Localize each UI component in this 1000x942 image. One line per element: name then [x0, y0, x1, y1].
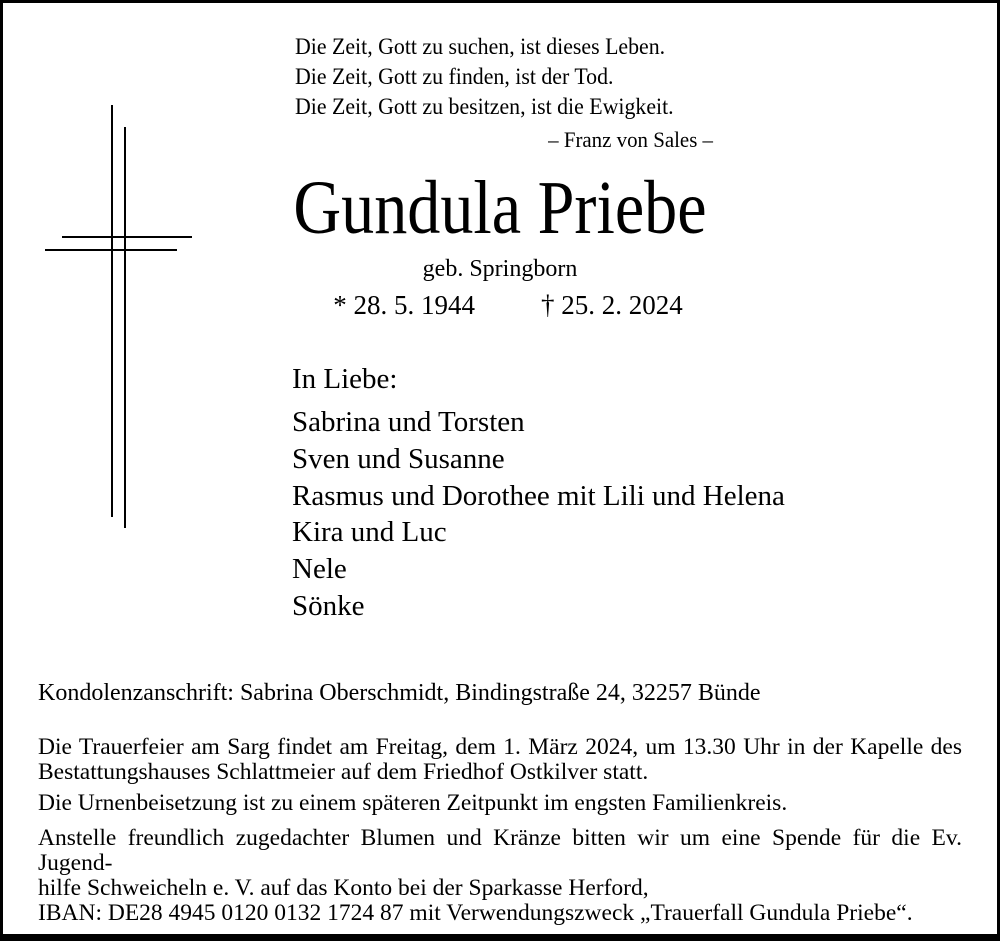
- life-dates: [8, 289, 1000, 321]
- mourner-line: Nele: [292, 553, 347, 586]
- quote-line: Die Zeit, Gott zu besitzen, ist die Ewigkeit.: [295, 94, 674, 119]
- paragraph-line: Die Trauerfeier am Sarg findet am Freitag, dem 1. März 2024, um 13.30 Uhr in der Kapelle des: [38, 734, 962, 760]
- cross-horizontal-line-2: [45, 249, 177, 251]
- birth-date: * 28. 5. 1944: [333, 290, 475, 320]
- death-date: † 25. 2. 2024: [541, 290, 683, 320]
- deceased-name: Gundula Priebe: [293, 166, 707, 250]
- condolence-address: Kondolenzanschrift: Sabrina Oberschmidt, Bindingstraße 24, 32257 Bünde: [38, 680, 761, 706]
- urn-burial-paragraph: [38, 791, 962, 816]
- mourners-list: [292, 404, 785, 625]
- mourner-line: Sabrina und Torsten: [292, 406, 525, 438]
- mourner-line: Kira und Luc: [292, 516, 447, 549]
- paragraph-line: Die Urnenbeisetzung ist zu einem späteren Zeitpunkt im engsten Familienkreis.: [38, 790, 788, 816]
- quote-attribution: – Franz von Sales –: [548, 127, 713, 152]
- paragraph-line: hilfe Schweicheln e. V. auf das Konto bei der Sparkasse Herford,: [38, 875, 649, 901]
- paragraph-line: Anstelle freundlich zugedachter Blumen und Kränze bitten wir um eine Spende für die Ev. Jugend-: [38, 825, 962, 876]
- quote-line: Die Zeit, Gott zu finden, ist der Tod.: [295, 64, 614, 89]
- quote-line: Die Zeit, Gott zu suchen, ist dieses Leben.: [295, 34, 666, 59]
- mourners-intro: In Liebe:: [292, 363, 398, 395]
- mourner-line: Rasmus und Dorothee mit Lili und Helena: [292, 479, 785, 512]
- mourner-line: Sven und Susanne: [292, 442, 505, 475]
- paragraph-line: IBAN: DE28 4945 0120 0132 1724 87 mit Verwendungszweck „Trauerfall Gundula Priebe“.: [38, 900, 913, 926]
- maiden-name: geb. Springborn: [422, 256, 578, 282]
- donation-paragraph: [38, 826, 962, 926]
- paragraph-line: Bestattungshauses Schlattmeier auf dem Friedhof Ostkilver statt.: [38, 759, 649, 785]
- mourner-line: Sönke: [292, 589, 365, 622]
- funeral-service-paragraph: [38, 735, 962, 785]
- quote-block: [295, 32, 713, 155]
